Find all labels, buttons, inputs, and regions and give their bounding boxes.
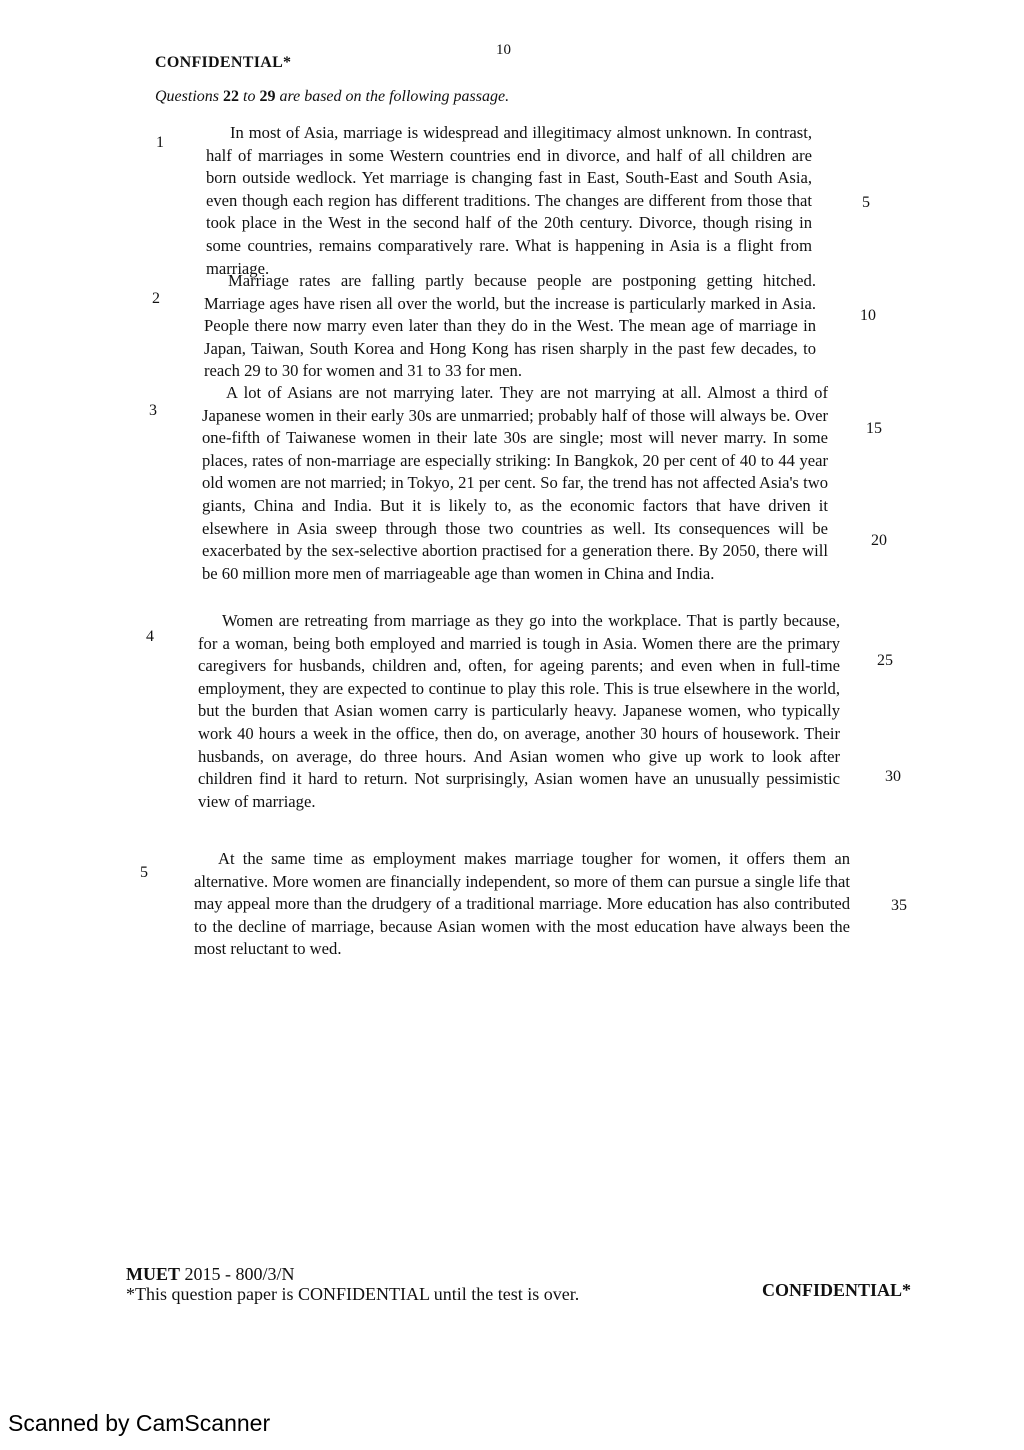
page-number: 10 — [496, 42, 511, 58]
line-number: 30 — [885, 768, 901, 785]
paragraph-text: Women are retreating from marriage as they go into the workplace. That is partly because, for a woman, being both employed and married is tough in Asia. Women there are the primary caregivers for husbands, children and, often, for ageing parents; and even when in full-time employment, they are expected to continue to play this role. This is true elsewhere in the world, but the burden that Asian women carry is particularly heavy. Japanese women, who typically work 40 hours a week in the office, then do, on average, another 30 hours of housework. Their husbands, on average, do three hours. And Asian women who give up work to look after children find it hard to return. Not surprisingly, Asian women have an unusually pessimistic view of marriage. — [198, 611, 840, 811]
exam-code — [126, 1264, 295, 1285]
paragraph-number: 2 — [152, 290, 160, 307]
paragraph-text: At the same time as employment makes marriage tougher for women, it offers them an alternative. More women are financially independent, so more of them can pursue a single life that may appeal more than the drudgery of a traditional marriage. More education has also contributed to the decline of marriage, because Asian women with the most education have always been the most reluctant to wed. — [194, 849, 850, 959]
passage-paragraph — [198, 610, 840, 813]
line-number: 10 — [860, 307, 876, 324]
confidential-header: CONFIDENTIAL* — [155, 54, 292, 71]
instruction-suffix: are based on the following passage. — [275, 88, 510, 105]
paragraph-number: 1 — [156, 134, 164, 151]
instruction-mid: to — [239, 88, 260, 105]
paragraph-text: A lot of Asians are not marrying later. They are not marrying at all. Almost a third of Japanese women in their early 30s are unmarried; probably half of those will always be. Over one-fifth of Taiwanese women in their late 30s are single; most will never marry. In some places, rates of non-marriage are especially striking: In Bangkok, 20 per cent of 40 to 44 year old women are not married; in Tokyo, 21 per cent. So far, the trend has not affected Asia's two giants, China and India. But it is likely to, as the economic factors that have driven it elsewhere in Asia sweep through those two countries as well. Its consequences will be exacerbated by the sex-selective abortion practised for a generation there. By 2050, there will be 60 million more men of marriageable age than women in China and India. — [202, 383, 828, 583]
line-number: 20 — [871, 532, 887, 549]
passage-paragraph — [202, 382, 828, 585]
passage-paragraph — [204, 270, 816, 383]
line-number: 35 — [891, 897, 907, 914]
passage-instruction — [155, 88, 509, 106]
confidential-footer: CONFIDENTIAL* — [762, 1280, 912, 1300]
instruction-start-number: 22 — [223, 88, 239, 105]
paragraph-number: 4 — [146, 628, 154, 645]
passage-paragraph — [206, 122, 812, 280]
scanner-watermark: Scanned by CamScanner — [8, 1410, 271, 1436]
passage-paragraph — [194, 848, 850, 961]
instruction-prefix: Questions — [155, 88, 223, 105]
line-number: 25 — [877, 652, 893, 669]
paragraph-text: In most of Asia, marriage is widespread and illegitimacy almost unknown. In contrast, half of marriages in some Western countries end in divorce, and half of all children are born outside wedlock. Yet marriage is changing fast in East, South-East and South Asia, even though each region has different traditions. The changes are different from those that took place in the West in the second half of the 20th century. Divorce, though rising in some countries, remains comparatively rare. What is happening in Asia is a flight from marriage. — [206, 123, 812, 278]
exam-name: MUET — [126, 1264, 180, 1284]
line-number: 15 — [866, 420, 882, 437]
instruction-end-number: 29 — [259, 88, 276, 105]
paragraph-number: 5 — [140, 864, 148, 881]
line-number: 5 — [862, 194, 870, 211]
paragraph-text: Marriage rates are falling partly because people are postponing getting hitched. Marriage ages have risen all over the world, but the increase is particularly marked in Asia. People there now marry even later than they do in the West. The mean age of marriage in Japan, Taiwan, South Korea and Hong Kong has risen sharply in the past few decades, to reach 29 to 30 for women and 31 to 33 for men. — [204, 271, 816, 381]
paragraph-number: 3 — [149, 402, 157, 419]
exam-code-text: 2015 - 800/3/N — [180, 1264, 295, 1284]
confidential-note: *This question paper is CONFIDENTIAL until the test is over. — [126, 1284, 580, 1304]
